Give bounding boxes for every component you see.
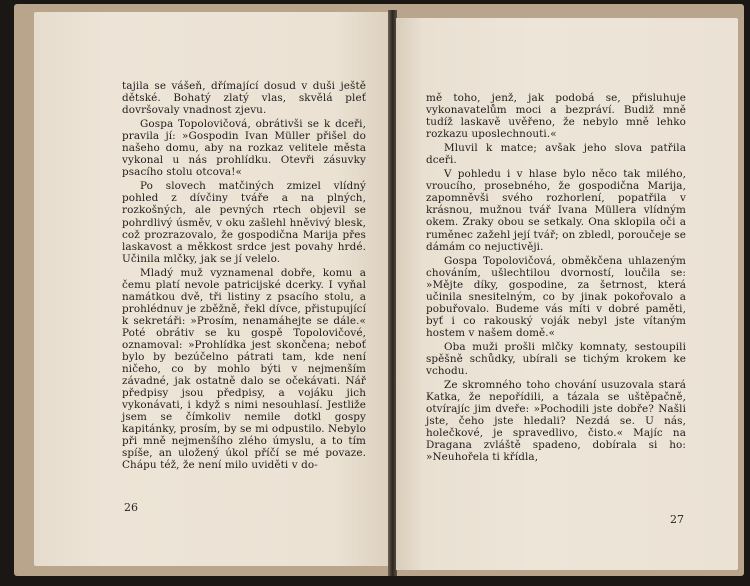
open-book <box>14 4 744 576</box>
paragraph: mě toho, jenž, jak podobá se, přisluhuje vykonavatelům moci a bezpráví. Budiž mně tudíž laskavě uvěřeno, že nebylo mně lehko rozkazu uposlechnouti.« <box>426 92 686 141</box>
paragraph: Po slovech matčiných zmizel vlídný pohled z dívčiny tváře a na plných, rozkošných, ale pevných rtech objevil se pohrdlivý úsměv, v oku zašlehl hněvivý blesk, což prozrazovalo, že gospodična Marija přes laskavost a měkkost srdce jest povahy hrdé. Učinila mlčky, jak se jí velelo. <box>122 180 366 265</box>
left-page <box>34 12 388 566</box>
page-number: 26 <box>124 501 138 514</box>
paragraph: Mluvil k matce; avšak jeho slova patřila dceři. <box>426 142 686 167</box>
paragraph: Ze skromného toho chování usuzovala stará Katka, že nepořídili, a tázala se uštěpačně, otvírajíc jim dveře: »Pochodili jste dobře? Našli jste, čeho jste hledali? Nezdá se. U nás, holečkové, je spravedlivo, čisto.« Majíc na Dragana zvláště spadeno, dobírala si ho: »Neuhořela ti křídla, <box>426 379 686 464</box>
paragraph: Gospa Topolovičová, obrátivši se k dceři, pravila jí: »Gospodin Ivan Müller přišel do našeho domu, aby na rozkaz velitele města vykonal u nás prohlídku. Otevři zásuvky psacího stolu otcova!« <box>122 118 366 179</box>
paragraph: Mladý muž vyznamenal dobře, komu a čemu platí nevole patricijské dcerky. I vyňal namátkou dvě, tři listiny z psacího stolu, a prohlédnuv je zběžně, řekl dívce, přistupující k sekretáři: »Prosím, nenamáhejte se dále.« Poté obrátiv se ku gospě Topolovičové, oznamoval: »Prohlídka jest skončena; neboť bylo by bezúčelno pátrati tam, kde není ničeho, co by mohlo býti v nejmenším závadné, jak ostatně dalo se očekávati. Nář předpisy jsou předpisy, a vojáku jich vykonávati, i když s nimi nesouhlasí. Jestliže jsem se čímkoliv nemile dotkl gospy kapitánky, prosím, by se mi odpustilo. Nebylo při mně nejmenšího zlého úmyslu, a to tím spíše, an uložený úkol příčí se mé povaze. Chápu též, že není milo uviděti v do- <box>122 266 366 472</box>
right-page-text <box>426 92 686 463</box>
paragraph: Gospa Topolovičová, obměkčena uhlazeným chováním, ušlechtilou dvorností, loučila se: »Mějte díky, gospodine, za šetrnost, která učinila snesitelným, co by jinak pokořovalo a pobuřovalo. Budeme vás míti v dobré paměti, byť i co rakouský voják nebyl jste vítaným hostem v našem domě.« <box>426 254 686 339</box>
right-page <box>396 18 738 570</box>
paragraph: V pohledu i v hlase bylo něco tak milého, vroucího, prosebného, že gospodična Marija, zapomněvši svého rozhorlení, popatřila v krásnou, mužnou tvář Ivana Müllera vlídným okem. Zraky obou se setkaly. Ona sklopila oči a ruměnec zažehl její tvář; on zbledl, poroučeje se dámám co nejuctivěji. <box>426 168 686 253</box>
page-number: 27 <box>670 513 684 526</box>
paragraph: tajila se vášeň, dřímající dosud v duši ještě dětské. Bohatý zlatý vlas, skvělá pleť dovršovaly vnadnost zjevu. <box>122 80 366 117</box>
left-page-text <box>122 80 366 472</box>
paragraph: Oba muži prošli mlčky komnaty, sestoupili spěšně schůdky, ubírali se tichým krokem ke vchodu. <box>426 340 686 378</box>
